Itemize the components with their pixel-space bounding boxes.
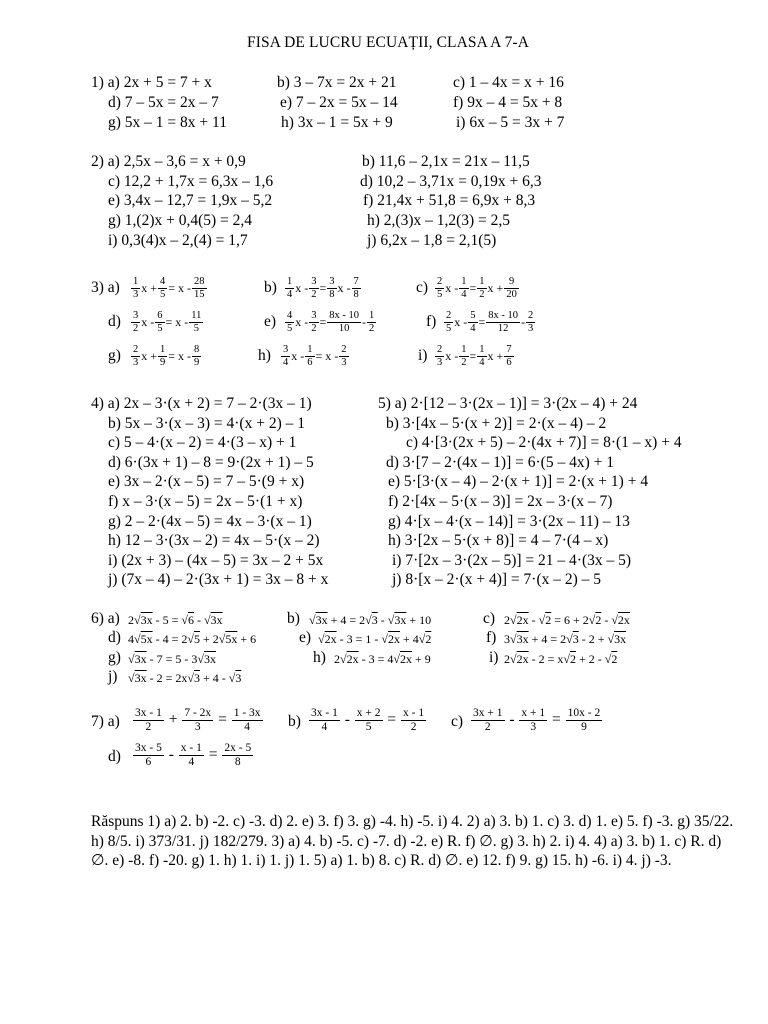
- equation: h) 3x – 1 = 5x + 9: [281, 114, 393, 131]
- equation: j) 8·[x – 2·(x + 4)] = 7·(x – 2) – 5: [392, 571, 602, 588]
- fraction-equation: $\frac{2}{5}$ x - $\frac{5}{4}$ = $\frac{8x - 10}{12}$ - $\frac{2}{3}$: [446, 310, 534, 334]
- equation: c) 1 – 4x = x + 16: [453, 74, 564, 91]
- radical-equation: 2√2x - 2 = x√2 + 2 - √2: [504, 652, 618, 666]
- label: c): [451, 713, 464, 730]
- label: d): [108, 629, 121, 646]
- equation: 4) a) 2x – 3·(x + 2) = 7 – 2·(3x – 1): [91, 395, 312, 412]
- label: b): [264, 279, 277, 296]
- radical-equation: 2√2x - 3 = 4√2x + 9: [334, 652, 431, 666]
- equation: i) 7·[2x – 3·(2x – 5)] = 21 – 4·(3x – 5): [392, 552, 632, 569]
- fraction-equation: $\frac{4}{5}$ x - $\frac{3}{2}$ = $\frac{8x - 10}{10}$ - $\frac{1}{2}$: [287, 310, 375, 334]
- fraction-equation: $\frac{3}{2}$ x - $\frac{6}{5}$ = x - $\frac{11}{5}$: [133, 310, 202, 334]
- equation: i) 0,3(4)x – 2,(4) = 1,7: [108, 232, 248, 249]
- equation: e) 5·[3·(x – 4) – 2·(x + 1)] = 2·(x + 1) + 4: [388, 473, 649, 490]
- equation: d) 7 – 5x = 2x – 7: [108, 94, 219, 111]
- equation: g) 1,(2)x + 0,4(5) = 2,4: [108, 212, 253, 229]
- label: i): [418, 347, 428, 364]
- equation: h) 12 – 3·(3x – 2) = 4x – 5·(x – 2): [108, 532, 320, 549]
- equation: b) 3 – 7x = 2x + 21: [277, 74, 397, 91]
- equation: d) 10,2 – 3,71x = 0,19x + 6,3: [360, 173, 542, 190]
- fraction-equation: $\frac{3x - 1}{4}$ - $\frac{x + 2}{5}$ = $\frac{x - 1}{2}$: [311, 707, 425, 733]
- equation: j) (7x – 4) – 2·(3x + 1) = 3x – 8 + x: [108, 571, 329, 588]
- equation: i) 6x – 5 = 3x + 7: [456, 114, 565, 131]
- radical-equation: 4√5x - 4 = 2√5 + 2√5x + 6: [128, 632, 257, 646]
- equation: c) 12,2 + 1,7x = 6,3x – 1,6: [108, 173, 274, 190]
- radical-equation: 3√3x + 4 = 2√3 - 2 + √3x: [504, 632, 627, 646]
- radical-equation: √3x - 7 = 5 - 3√3x: [128, 652, 216, 666]
- equation: g) 5x – 1 = 8x + 11: [108, 114, 227, 131]
- label: h): [258, 347, 271, 364]
- label: e): [264, 313, 277, 330]
- equation: e) 3,4x – 12,7 = 1,9x – 5,2: [108, 192, 273, 209]
- equation: c) 4·[3·(2x + 5) – 2·(4x + 7)] = 8·(1 – x) + 4: [406, 434, 682, 451]
- equation: b) 11,6 – 2,1x = 21x – 11,5: [362, 153, 530, 170]
- equation: d) 6·(3x + 1) – 8 = 9·(2x + 1) – 5: [108, 454, 314, 471]
- equation: e) 3x – 2·(x – 5) = 7 – 5·(9 + x): [108, 473, 305, 490]
- equation: c) 5 – 4·(x – 2) = 4·(3 – x) + 1: [108, 434, 297, 451]
- equation: b) 5x – 3·(x – 3) = 4·(x + 2) – 1: [108, 415, 305, 432]
- answers-paragraph: Răspuns 1) a) 2. b) -2. c) -3. d) 2. e) 3. f) 3. g) -4. h) -5. i) 4. 2) a) 3. b) 1. c) 3. d) 1. e) 5. f) -3. g) 35/22. h) 8/5. i) 373/31. j) 182/279. 3) a) 4. b) -5. c) -7. d) -2. e) R. f) ∅. g) 3. h) 2. i) 4. 4) a) 3. b) 1. c) R. d) ∅. e) -8. f) -20. g) 1. h) 1. i) 1. j) 1. 5) a) 1. b) 8. c) R. d) ∅. e) 12. f) 9. g) 15. h) -6. i) 4. j) -3.: [91, 813, 734, 869]
- fraction-equation: $\frac{2}{5}$ x - $\frac{1}{4}$ = $\frac{1}{2}$ x + $\frac{9}{20}$: [437, 276, 517, 300]
- label: h): [313, 649, 326, 666]
- equation: b) 3·[4x – 5·(x + 2)] = 2·(x – 4) – 2: [386, 415, 607, 432]
- equation: h) 2,(3)x – 1,2(3) = 2,5: [367, 212, 511, 229]
- fraction-equation: $\frac{1}{3}$ x + $\frac{4}{5}$ = x - $\frac{28}{15}$: [133, 276, 205, 300]
- label: g): [108, 347, 121, 364]
- page-title: FISA DE LUCRU ECUAȚII, CLASA A 7-A: [247, 34, 529, 51]
- equation: e) 7 – 2x = 5x – 14: [280, 94, 398, 111]
- label: 7) a): [91, 713, 120, 730]
- radical-equation: 2√2x - √2 = 6 + 2√2 - √2x: [504, 613, 630, 627]
- label: g): [108, 649, 121, 666]
- label: c): [416, 279, 429, 296]
- equation: f) 2·[4x – 5·(x – 3)] = 2x – 3·(x – 7): [388, 493, 613, 510]
- label: j): [108, 668, 118, 685]
- label: e): [299, 629, 312, 646]
- fraction-equation: $\frac{3x - 5}{6}$ - $\frac{x - 1}{4}$ = $\frac{2x - 5}{8}$: [135, 742, 252, 768]
- label: d): [108, 748, 121, 765]
- radical-equation: √3x + 4 = 2√3 - √3x + 10: [309, 613, 432, 627]
- equation: 5) a) 2·[12 – 3·(2x – 1)] = 3·(2x – 4) + 24: [378, 395, 638, 412]
- label: f): [426, 313, 437, 330]
- fraction-equation: $\frac{2}{3}$ x - $\frac{1}{2}$ = $\frac{1}{4}$ x + $\frac{7}{6}$: [437, 344, 512, 368]
- equation: j) 6,2x – 1,8 = 2,1(5): [367, 232, 497, 249]
- equation: g) 4·[x – 4·(x – 14)] = 3·(2x – 11) – 13: [388, 513, 630, 530]
- equation: h) 3·[2x – 5·(x + 8)] = 4 – 7·(4 – x): [388, 532, 609, 549]
- equation: f) x – 3·(x – 5) = 2x – 5·(1 + x): [108, 493, 303, 510]
- label: b): [288, 713, 301, 730]
- fraction-equation: $\frac{2}{3}$ x + $\frac{1}{9}$ = x - $\frac{8}{9}$: [133, 344, 200, 368]
- equation: d) 3·[7 – 2·(4x – 1)] = 6·(5 – 4x) + 1: [386, 454, 614, 471]
- radical-equation: √3x - 2 = 2x√3 + 4 - √3: [128, 671, 242, 685]
- label: 6) a): [91, 610, 120, 627]
- fraction-equation: $\frac{3x - 1}{2}$ + $\frac{7 - 2x}{3}$ = $\frac{1 - 3x}{4}$: [135, 707, 261, 733]
- equation: g) 2 – 2·(4x – 5) = 4x – 3·(x – 1): [108, 513, 312, 530]
- fraction-equation: $\frac{1}{4}$ x - $\frac{3}{2}$ = $\frac{3}{8}$ x - $\frac{7}{8}$: [287, 276, 359, 300]
- label: b): [287, 610, 300, 627]
- radical-equation: 2√3x - 5 = √6 - √3x: [128, 613, 223, 627]
- equation: 1) a) 2x + 5 = 7 + x: [91, 74, 212, 91]
- fraction-equation: $\frac{3x + 1}{2}$ - $\frac{x + 1}{3}$ = $\frac{10x - 2}{9}$: [473, 707, 601, 733]
- equation: i) (2x + 3) – (4x – 5) = 3x – 2 + 5x: [108, 552, 324, 569]
- label: i): [489, 649, 499, 666]
- radical-equation: √2x - 3 = 1 - √2x + 4√2: [318, 632, 432, 646]
- equation: f) 9x – 4 = 5x + 8: [453, 94, 563, 111]
- label: c): [483, 610, 496, 627]
- equation: f) 21,4x + 51,8 = 6,9x + 8,3: [363, 192, 536, 209]
- fraction-equation: $\frac{3}{4}$ x - $\frac{1}{6}$ = x - $\frac{2}{3}$: [283, 344, 347, 368]
- label: d): [108, 313, 121, 330]
- label: 3) a): [91, 279, 120, 296]
- label: f): [486, 629, 497, 646]
- equation: 2) a) 2,5x – 3,6 = x + 0,9: [91, 153, 246, 170]
